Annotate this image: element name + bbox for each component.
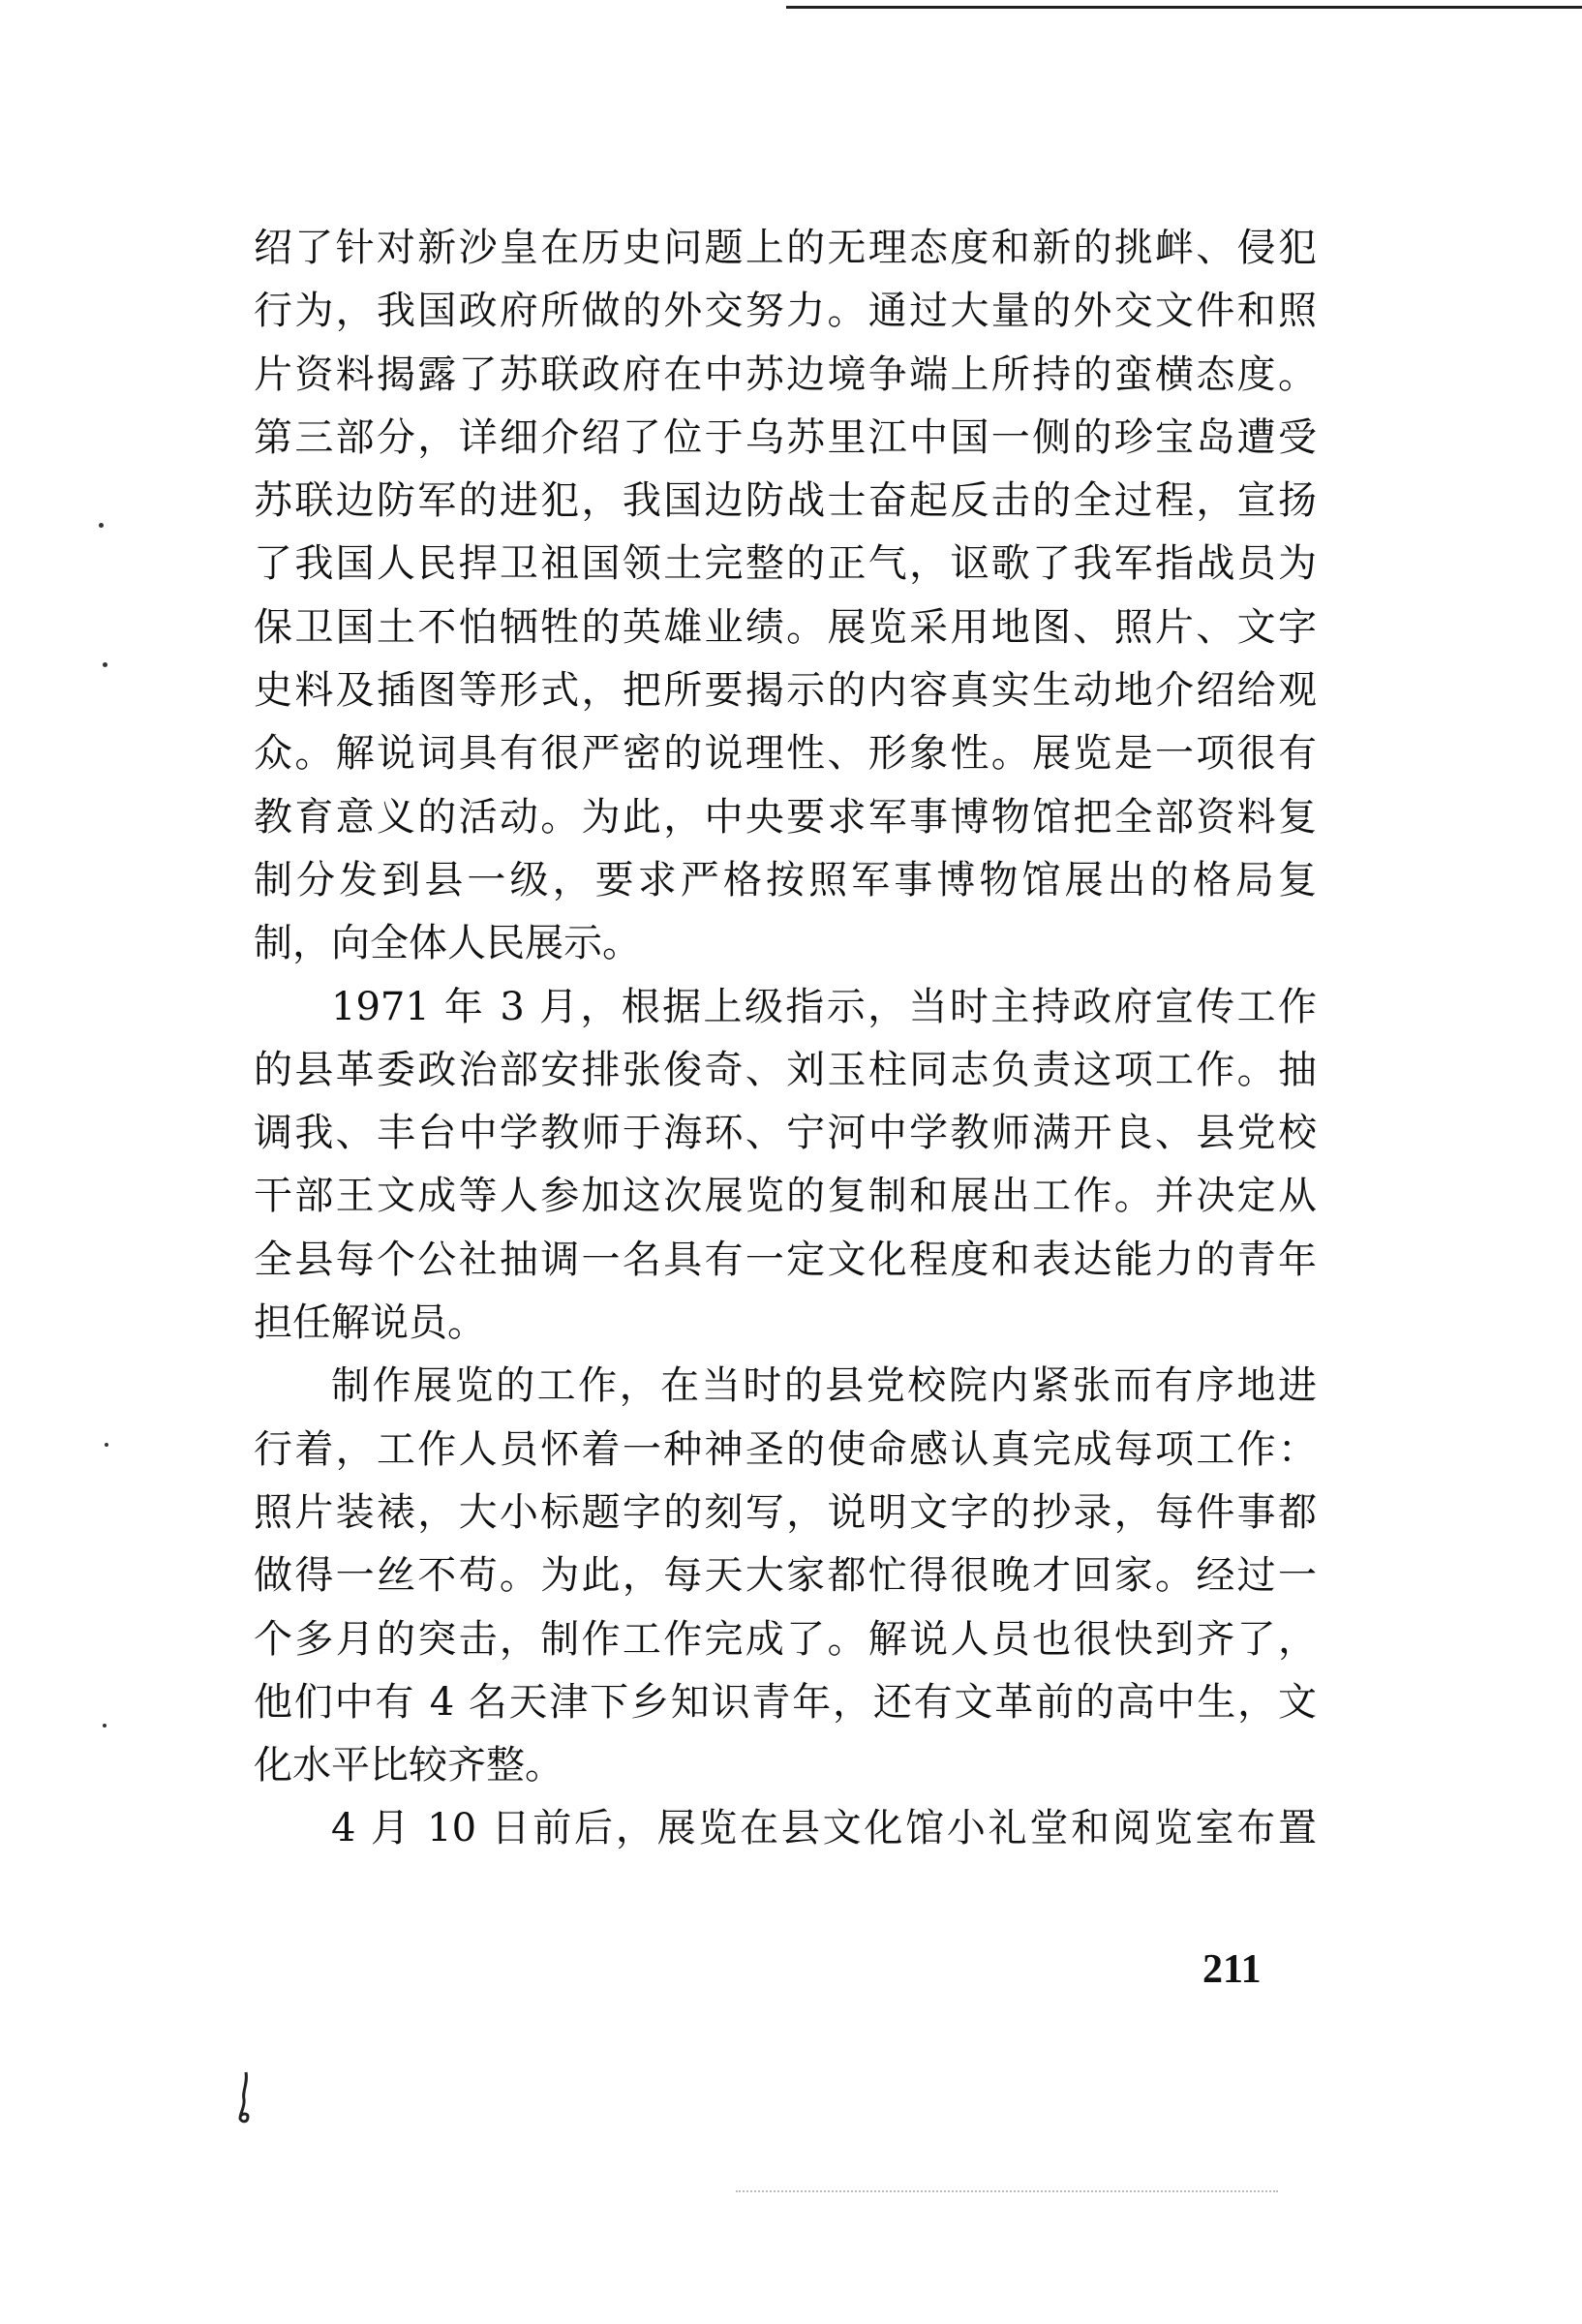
text-line: 的县革委政治部安排张俊奇、刘玉柱同志负责这项工作。抽 — [254, 1047, 1317, 1092]
text-line: 制，向全体人民展示。 — [254, 921, 641, 966]
paragraph-1 — [254, 217, 1317, 976]
text-line: 第三部分，详细介绍了位于乌苏里江中国一侧的珍宝岛遭受 — [254, 414, 1317, 460]
text-line: 4 月 10 日前后，展览在县文化馆小礼堂和阅览室布置 — [331, 1806, 1317, 1851]
paragraph-3 — [254, 1355, 1317, 1797]
scan-speck — [99, 523, 104, 528]
scan-speck — [103, 1724, 106, 1728]
text-line: 全县每个公社抽调一名具有一定文化程度和表达能力的青年 — [254, 1237, 1317, 1282]
text-line: 调我、丰台中学教师于海环、宁河中学教师满开良、县党校 — [254, 1111, 1317, 1156]
scan-speck — [103, 662, 107, 667]
text-line: 1971 年 3 月，根据上级指示，当时主持政府宣传工作 — [331, 984, 1317, 1029]
text-line: 担任解说员。 — [254, 1300, 486, 1346]
scan-speck — [105, 1443, 108, 1447]
text-line: 了我国人民捍卫祖国领土完整的正气，讴歌了我军指战员为 — [254, 541, 1317, 587]
text-line: 片资料揭露了苏联政府在中苏边境争端上所持的蛮横态度。 — [254, 352, 1317, 397]
text-line: 做得一丝不苟。为此，每天大家都忙得很晚才回家。经过一 — [254, 1553, 1317, 1599]
text-line: 史料及插图等形式，把所要揭示的内容真实生动地介绍给观 — [254, 668, 1317, 714]
text-line: 制分发到县一级，要求严格按照军事博物馆展出的格局复 — [254, 857, 1317, 902]
text-line: 行着，工作人员怀着一种神圣的使命感认真完成每项工作： — [254, 1426, 1317, 1472]
header-rule — [786, 6, 1582, 9]
text-line: 个多月的突击，制作工作完成了。解说人员也很快到齐了， — [254, 1616, 1317, 1662]
scan-dots — [736, 2190, 1278, 2196]
text-line: 化水平比较齐整。 — [254, 1743, 563, 1789]
page-number: 211 — [1202, 1947, 1262, 1992]
paragraph-4 — [254, 1797, 1317, 1860]
text-line: 苏联边防军的进犯，我国边防战士奋起反击的全过程，宣扬 — [254, 478, 1317, 524]
text-line: 制作展览的工作，在当时的县党校院内紧张而有序地进 — [331, 1363, 1317, 1409]
margin-mark — [236, 2070, 254, 2125]
text-line: 干部王文成等人参加这次展览的复制和展出工作。并决定从 — [254, 1174, 1317, 1219]
text-line: 绍了针对新沙皇在历史问题上的无理态度和新的挑衅、侵犯 — [254, 226, 1317, 270]
text-line: 保卫国土不怕牺牲的英雄业绩。展览采用地图、照片、文字 — [254, 604, 1317, 650]
text-line: 众。解说词具有很严密的说理性、形象性。展览是一项很有 — [254, 731, 1317, 777]
text-line: 他们中有 4 名天津下乡知识青年，还有文革前的高中生，文 — [254, 1679, 1317, 1725]
text-line: 教育意义的活动。为此，中央要求军事博物馆把全部资料复 — [254, 794, 1317, 840]
paragraph-2 — [254, 976, 1317, 1356]
text-line: 照片装裱，大小标题字的刻写，说明文字的抄录，每件事都 — [254, 1489, 1317, 1535]
text-line: 行为，我国政府所做的外交努力。通过大量的外交文件和照 — [254, 289, 1317, 334]
body-text — [254, 217, 1317, 1861]
